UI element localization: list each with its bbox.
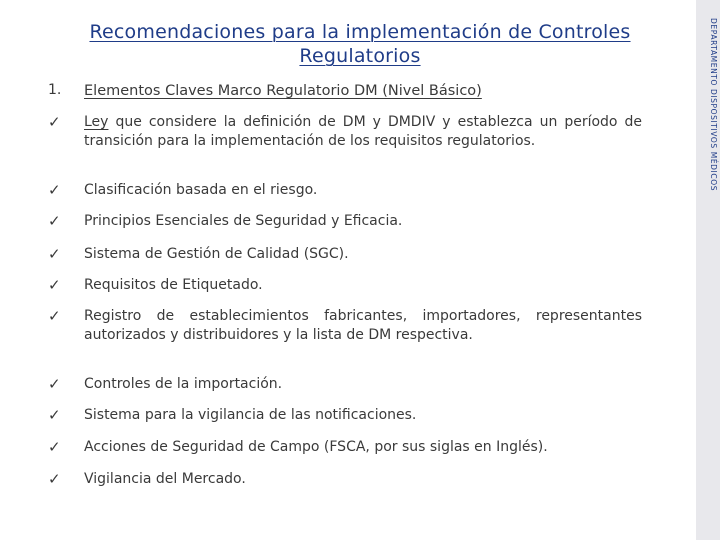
check-icon: ✓ xyxy=(48,406,61,424)
department-side-label: DEPARTAMENTO DISPOSITIVOS MÉDICOS xyxy=(709,18,718,192)
heading-text: Elementos Claves Marco Regulatorio DM (Nivel Básico) xyxy=(84,83,482,99)
list-item-text: Registro de establecimientos fabricantes, importadores, representantes autorizados y distribuidores y la lista de DM respectiva. xyxy=(84,308,642,343)
check-icon: ✓ xyxy=(48,181,61,199)
heading-number: 1. xyxy=(48,82,62,98)
check-icon: ✓ xyxy=(48,470,61,488)
list-item-text: Sistema para la vigilancia de las notificaciones. xyxy=(84,407,417,423)
list-item-text: Sistema de Gestión de Calidad (SGC). xyxy=(84,246,349,262)
list-item-text: Acciones de Seguridad de Campo (FSCA, por sus siglas en Inglés). xyxy=(84,439,548,455)
page-title: Recomendaciones para la implementación de Controles Regulatorios xyxy=(89,21,631,67)
check-icon: ✓ xyxy=(48,438,61,456)
check-icon: ✓ xyxy=(48,212,61,230)
check-icon: ✓ xyxy=(48,307,61,325)
list-item-text xyxy=(84,113,642,151)
check-icon: ✓ xyxy=(48,113,61,131)
list-item-rest: que considere la definición de DM y DMDIV y establezca un período de transición para la implementación de los requisitos regulatorios. xyxy=(84,114,642,149)
check-icon: ✓ xyxy=(48,276,61,294)
check-icon: ✓ xyxy=(48,375,61,393)
list-item-text: Principios Esenciales de Seguridad y Eficacia. xyxy=(84,213,403,229)
list-item-text: Clasificación basada en el riesgo. xyxy=(84,182,318,198)
list-item-text: Requisitos de Etiquetado. xyxy=(84,277,263,293)
list-item-text: Controles de la importación. xyxy=(84,376,283,392)
check-icon: ✓ xyxy=(48,245,61,263)
list-item-lead: Ley xyxy=(84,114,109,130)
list-item-text: Vigilancia del Mercado. xyxy=(84,471,246,487)
